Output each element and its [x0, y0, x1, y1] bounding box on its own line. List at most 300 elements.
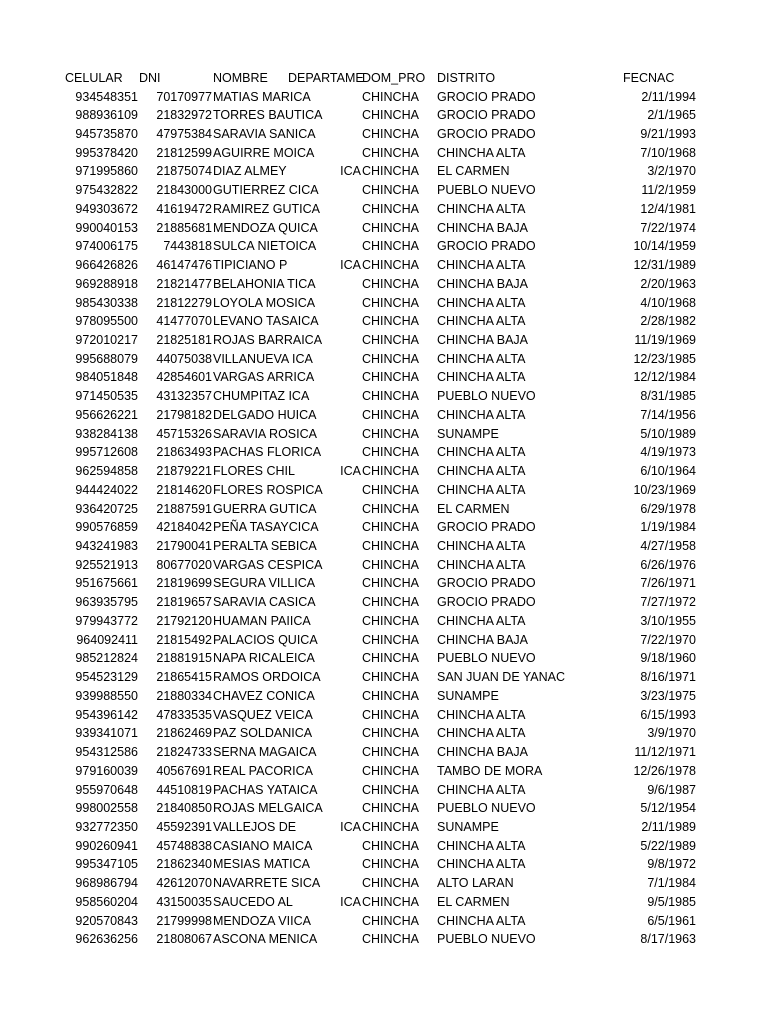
- cell-dom-pro[interactable]: CHINCHA: [362, 276, 419, 291]
- cell-distrito[interactable]: CHINCHA ALTA: [437, 258, 526, 273]
- cell-dni[interactable]: 21885681: [156, 220, 212, 235]
- cell-fecnac[interactable]: 11/2/1959: [641, 183, 696, 198]
- cell-dni[interactable]: 21792120: [156, 613, 212, 628]
- cell-dom-pro[interactable]: CHINCHA: [362, 426, 419, 441]
- cell-dom-pro[interactable]: CHINCHA: [362, 857, 419, 872]
- cell-nombre[interactable]: CHUMPITAZ ICA: [213, 389, 310, 404]
- header-departamento[interactable]: DEPARTAME: [288, 71, 364, 85]
- cell-celular[interactable]: 954396142: [75, 707, 138, 722]
- cell-distrito[interactable]: ALTO LARAN: [437, 876, 514, 891]
- cell-nombre[interactable]: MESIAS MATICA: [213, 857, 311, 872]
- cell-dom-pro[interactable]: CHINCHA: [362, 389, 419, 404]
- cell-nombre[interactable]: RAMIREZ GUTICA: [213, 201, 320, 216]
- table-row: [0, 181, 768, 200]
- cell-dni[interactable]: 21808067: [156, 932, 212, 947]
- cell-nombre[interactable]: RAMOS ORDOICA: [213, 670, 321, 685]
- cell-fecnac[interactable]: 10/14/1959: [633, 239, 696, 254]
- table-row: [0, 855, 768, 874]
- cell-dni[interactable]: 46147476: [156, 258, 212, 273]
- cell-fecnac[interactable]: 9/8/1972: [647, 857, 696, 872]
- cell-dom-pro[interactable]: CHINCHA: [362, 745, 419, 760]
- cell-nombre[interactable]: BELAHONIA TICA: [213, 276, 316, 291]
- cell-departamento[interactable]: ICA: [340, 819, 361, 834]
- cell-nombre[interactable]: NAPA RICALEICA: [213, 651, 315, 666]
- cell-celular[interactable]: 939988550: [75, 688, 138, 703]
- cell-distrito[interactable]: SUNAMPE: [437, 819, 499, 834]
- cell-dni[interactable]: 21843000: [156, 183, 212, 198]
- cell-dni[interactable]: 41477070: [156, 314, 212, 329]
- cell-fecnac[interactable]: 12/26/1978: [633, 763, 696, 778]
- cell-dni[interactable]: 80677020: [156, 557, 212, 572]
- header-distrito[interactable]: DISTRITO: [437, 71, 496, 85]
- cell-celular[interactable]: 971450535: [75, 389, 138, 404]
- cell-celular[interactable]: 990040153: [75, 220, 138, 235]
- cell-dni[interactable]: 21862340: [156, 857, 212, 872]
- cell-celular[interactable]: 955970648: [75, 782, 138, 797]
- cell-nombre[interactable]: LOYOLA MOSICA: [213, 295, 316, 310]
- cell-nombre[interactable]: ROJAS MELGAICA: [213, 801, 323, 816]
- cell-dom-pro[interactable]: CHINCHA: [362, 464, 419, 479]
- cell-distrito[interactable]: PUEBLO NUEVO: [437, 183, 536, 198]
- cell-celular[interactable]: 932772350: [75, 819, 138, 834]
- cell-nombre[interactable]: SARAVIA CASICA: [213, 595, 316, 610]
- cell-distrito[interactable]: CHINCHA ALTA: [437, 838, 526, 853]
- cell-dom-pro[interactable]: CHINCHA: [362, 632, 419, 647]
- cell-distrito[interactable]: CHINCHA ALTA: [437, 445, 526, 460]
- cell-distrito[interactable]: CHINCHA BAJA: [437, 332, 528, 347]
- cell-dom-pro[interactable]: CHINCHA: [362, 407, 419, 422]
- cell-dni[interactable]: 42854601: [156, 370, 212, 385]
- cell-celular[interactable]: 972010217: [75, 332, 138, 347]
- cell-dni[interactable]: 21824733: [156, 745, 212, 760]
- cell-distrito[interactable]: CHINCHA ALTA: [437, 201, 526, 216]
- cell-dom-pro[interactable]: CHINCHA: [362, 332, 419, 347]
- cell-nombre[interactable]: SEGURA VILLICA: [213, 576, 316, 591]
- header-nombre[interactable]: NOMBRE: [213, 71, 268, 85]
- cell-distrito[interactable]: CHINCHA BAJA: [437, 220, 528, 235]
- cell-dni[interactable]: 44510819: [156, 782, 212, 797]
- cell-fecnac[interactable]: 5/10/1989: [640, 426, 696, 441]
- cell-fecnac[interactable]: 7/22/1974: [640, 220, 696, 235]
- cell-celular[interactable]: 958560204: [75, 894, 138, 909]
- cell-dom-pro[interactable]: CHINCHA: [362, 520, 419, 535]
- cell-nombre[interactable]: MENDOZA QUICA: [213, 220, 318, 235]
- cell-celular[interactable]: 925521913: [75, 557, 138, 572]
- cell-celular[interactable]: 954312586: [75, 745, 138, 760]
- cell-fecnac[interactable]: 4/27/1958: [640, 539, 696, 554]
- cell-dom-pro[interactable]: CHINCHA: [362, 894, 419, 909]
- cell-fecnac[interactable]: 2/28/1982: [640, 314, 696, 329]
- cell-dom-pro[interactable]: CHINCHA: [362, 726, 419, 741]
- cell-nombre[interactable]: ROJAS BARRAICA: [213, 332, 323, 347]
- cell-fecnac[interactable]: 2/1/1965: [647, 108, 696, 123]
- cell-fecnac[interactable]: 2/11/1994: [641, 89, 696, 104]
- cell-celular[interactable]: 971995860: [75, 164, 138, 179]
- cell-dom-pro[interactable]: CHINCHA: [362, 688, 419, 703]
- cell-distrito[interactable]: CHINCHA ALTA: [437, 464, 526, 479]
- cell-distrito[interactable]: CHINCHA ALTA: [437, 613, 526, 628]
- cell-dom-pro[interactable]: CHINCHA: [362, 445, 419, 460]
- header-celular[interactable]: CELULAR: [65, 71, 123, 85]
- cell-celular[interactable]: 949303672: [75, 201, 138, 216]
- cell-dni[interactable]: 21863493: [156, 445, 212, 460]
- cell-dni[interactable]: 21879221: [156, 464, 212, 479]
- cell-nombre[interactable]: PAZ SOLDANICA: [213, 726, 313, 741]
- cell-dni[interactable]: 21875074: [156, 164, 212, 179]
- cell-nombre[interactable]: SAUCEDO AL: [213, 894, 293, 909]
- cell-distrito[interactable]: GROCIO PRADO: [437, 239, 536, 254]
- cell-nombre[interactable]: TIPICIANO P: [213, 258, 288, 273]
- cell-dom-pro[interactable]: CHINCHA: [362, 613, 419, 628]
- cell-celular[interactable]: 974006175: [75, 239, 138, 254]
- cell-dni[interactable]: 43150035: [156, 894, 212, 909]
- cell-nombre[interactable]: VASQUEZ VEICA: [213, 707, 313, 722]
- cell-fecnac[interactable]: 10/23/1969: [633, 482, 696, 497]
- cell-celular[interactable]: 934548351: [75, 89, 138, 104]
- cell-nombre[interactable]: ASCONA MENICA: [213, 932, 318, 947]
- cell-fecnac[interactable]: 5/12/1954: [640, 801, 696, 816]
- cell-nombre[interactable]: FLORES ROSPICA: [213, 482, 323, 497]
- cell-fecnac[interactable]: 7/27/1972: [640, 595, 696, 610]
- cell-fecnac[interactable]: 2/11/1989: [641, 819, 696, 834]
- cell-dom-pro[interactable]: CHINCHA: [362, 557, 419, 572]
- table-row: [0, 612, 768, 631]
- cell-nombre[interactable]: CASIANO MAICA: [213, 838, 313, 853]
- cell-fecnac[interactable]: 6/5/1961: [647, 913, 696, 928]
- cell-celular[interactable]: 964092411: [76, 632, 138, 647]
- cell-dni[interactable]: 40567691: [156, 763, 212, 778]
- cell-fecnac[interactable]: 8/17/1963: [640, 932, 696, 947]
- cell-fecnac[interactable]: 4/10/1968: [640, 295, 696, 310]
- cell-fecnac[interactable]: 9/18/1960: [640, 651, 696, 666]
- cell-dni[interactable]: 47975384: [156, 126, 212, 141]
- cell-dni[interactable]: 21862469: [156, 726, 212, 741]
- cell-fecnac[interactable]: 6/15/1993: [640, 707, 696, 722]
- cell-fecnac[interactable]: 7/10/1968: [640, 145, 696, 160]
- cell-nombre[interactable]: SULCA NIETOICA: [213, 239, 317, 254]
- cell-dom-pro[interactable]: CHINCHA: [362, 651, 419, 666]
- cell-distrito[interactable]: GROCIO PRADO: [437, 576, 536, 591]
- cell-dni[interactable]: 21798182: [156, 407, 212, 422]
- cell-celular[interactable]: 995378420: [75, 145, 138, 160]
- cell-departamento[interactable]: ICA: [340, 258, 361, 273]
- cell-celular[interactable]: 963935795: [75, 595, 138, 610]
- cell-dni[interactable]: 45715326: [156, 426, 212, 441]
- cell-celular[interactable]: 966426826: [75, 258, 138, 273]
- cell-nombre[interactable]: MENDOZA VIICA: [213, 913, 311, 928]
- cell-nombre[interactable]: PACHAS YATAICA: [213, 782, 318, 797]
- cell-fecnac[interactable]: 7/1/1984: [647, 876, 696, 891]
- cell-fecnac[interactable]: 3/2/1970: [647, 164, 696, 179]
- cell-dom-pro[interactable]: CHINCHA: [362, 239, 419, 254]
- cell-fecnac[interactable]: 11/12/1971: [634, 745, 696, 760]
- header-fecnac[interactable]: FECNAC: [623, 71, 675, 85]
- cell-dom-pro[interactable]: CHINCHA: [362, 576, 419, 591]
- cell-fecnac[interactable]: 1/19/1984: [640, 520, 696, 535]
- cell-celular[interactable]: 938284138: [75, 426, 138, 441]
- cell-nombre[interactable]: NAVARRETE SICA: [213, 876, 321, 891]
- cell-dom-pro[interactable]: CHINCHA: [362, 89, 419, 104]
- cell-fecnac[interactable]: 5/22/1989: [640, 838, 696, 853]
- cell-fecnac[interactable]: 8/16/1971: [640, 670, 696, 685]
- table-row: [0, 574, 768, 593]
- cell-distrito[interactable]: CHINCHA ALTA: [437, 370, 526, 385]
- cell-dom-pro[interactable]: CHINCHA: [362, 913, 419, 928]
- cell-nombre[interactable]: VARGAS CESPICA: [213, 557, 323, 572]
- cell-dom-pro[interactable]: CHINCHA: [362, 707, 419, 722]
- cell-celular[interactable]: 944424022: [75, 482, 138, 497]
- cell-dom-pro[interactable]: CHINCHA: [362, 220, 419, 235]
- cell-dni[interactable]: 21819699: [156, 576, 212, 591]
- cell-distrito[interactable]: GROCIO PRADO: [437, 108, 536, 123]
- cell-dom-pro[interactable]: CHINCHA: [362, 819, 419, 834]
- cell-fecnac[interactable]: 11/19/1969: [634, 332, 696, 347]
- cell-celular[interactable]: 945735870: [75, 126, 138, 141]
- cell-celular[interactable]: 979160039: [75, 763, 138, 778]
- cell-celular[interactable]: 990260941: [75, 838, 138, 853]
- cell-dom-pro[interactable]: CHINCHA: [362, 670, 419, 685]
- cell-celular[interactable]: 943241983: [75, 539, 138, 554]
- cell-distrito[interactable]: PUEBLO NUEVO: [437, 389, 536, 404]
- cell-dom-pro[interactable]: CHINCHA: [362, 801, 419, 816]
- cell-dni[interactable]: 21819657: [156, 595, 212, 610]
- cell-fecnac[interactable]: 7/26/1971: [640, 576, 696, 591]
- table-row: [0, 762, 768, 781]
- cell-fecnac[interactable]: 3/9/1970: [647, 726, 696, 741]
- cell-celular[interactable]: 968986794: [75, 876, 138, 891]
- cell-dom-pro[interactable]: CHINCHA: [362, 595, 419, 610]
- cell-dom-pro[interactable]: CHINCHA: [362, 876, 419, 891]
- cell-distrito[interactable]: CHINCHA BAJA: [437, 276, 528, 291]
- cell-dom-pro[interactable]: CHINCHA: [362, 482, 419, 497]
- cell-dni[interactable]: 21790041: [156, 539, 212, 554]
- table-row: [0, 912, 768, 931]
- cell-fecnac[interactable]: 6/29/1978: [640, 501, 696, 516]
- cell-dni[interactable]: 47833535: [156, 707, 212, 722]
- cell-nombre[interactable]: FLORES CHIL: [213, 464, 295, 479]
- cell-dni[interactable]: 21840850: [156, 801, 212, 816]
- cell-nombre[interactable]: PACHAS FLORICA: [213, 445, 322, 460]
- cell-celular[interactable]: 936420725: [75, 501, 138, 516]
- cell-distrito[interactable]: GROCIO PRADO: [437, 520, 536, 535]
- cell-nombre[interactable]: VARGAS ARRICA: [213, 370, 315, 385]
- cell-celular[interactable]: 984051848: [75, 370, 138, 385]
- cell-celular[interactable]: 979943772: [75, 613, 138, 628]
- cell-fecnac[interactable]: 2/20/1963: [640, 276, 696, 291]
- cell-departamento[interactable]: ICA: [340, 464, 361, 479]
- cell-dni[interactable]: 21880334: [156, 688, 212, 703]
- cell-dom-pro[interactable]: CHINCHA: [362, 351, 419, 366]
- cell-fecnac[interactable]: 7/14/1956: [640, 407, 696, 422]
- cell-dom-pro[interactable]: CHINCHA: [362, 145, 419, 160]
- cell-celular[interactable]: 962594858: [75, 464, 138, 479]
- cell-distrito[interactable]: GROCIO PRADO: [437, 89, 536, 104]
- cell-nombre[interactable]: VALLEJOS DE: [213, 819, 297, 834]
- cell-dni[interactable]: 7443818: [163, 239, 212, 254]
- table-row: [0, 443, 768, 462]
- cell-fecnac[interactable]: 8/31/1985: [640, 389, 696, 404]
- cell-distrito[interactable]: CHINCHA ALTA: [437, 913, 526, 928]
- cell-nombre[interactable]: VILLANUEVA ICA: [213, 351, 313, 366]
- table-row: [0, 556, 768, 575]
- cell-nombre[interactable]: GUTIERREZ CICA: [213, 183, 319, 198]
- cell-distrito[interactable]: CHINCHA BAJA: [437, 745, 528, 760]
- cell-dom-pro[interactable]: CHINCHA: [362, 258, 419, 273]
- cell-distrito[interactable]: EL CARMEN: [437, 164, 510, 179]
- cell-fecnac[interactable]: 6/10/1964: [640, 464, 696, 479]
- header-dom-pro[interactable]: DOM_PRO: [362, 71, 426, 85]
- cell-celular[interactable]: 920570843: [75, 913, 138, 928]
- cell-nombre[interactable]: GUERRA GUTICA: [213, 501, 317, 516]
- cell-nombre[interactable]: PERALTA SEBICA: [213, 539, 317, 554]
- cell-nombre[interactable]: TORRES BAUTICA: [213, 108, 323, 123]
- cell-celular[interactable]: 985212824: [75, 651, 138, 666]
- cell-dni[interactable]: 21832972: [156, 108, 212, 123]
- cell-distrito[interactable]: CHINCHA ALTA: [437, 295, 526, 310]
- header-dni[interactable]: DNI: [139, 71, 161, 85]
- cell-nombre[interactable]: DELGADO HUICA: [213, 407, 317, 422]
- cell-nombre[interactable]: HUAMAN PAIICA: [213, 613, 311, 628]
- table-row: [0, 350, 768, 369]
- cell-celular[interactable]: 956626221: [75, 407, 138, 422]
- cell-dom-pro[interactable]: CHINCHA: [362, 370, 419, 385]
- cell-distrito[interactable]: GROCIO PRADO: [437, 595, 536, 610]
- cell-celular[interactable]: 995712608: [75, 445, 138, 460]
- cell-dni[interactable]: 45748838: [156, 838, 212, 853]
- cell-celular[interactable]: 995688079: [75, 351, 138, 366]
- cell-dom-pro[interactable]: CHINCHA: [362, 126, 419, 141]
- table-row: [0, 649, 768, 668]
- cell-celular[interactable]: 978095500: [75, 314, 138, 329]
- cell-fecnac[interactable]: 12/12/1984: [633, 370, 696, 385]
- cell-distrito[interactable]: SUNAMPE: [437, 426, 499, 441]
- cell-distrito[interactable]: CHINCHA ALTA: [437, 782, 526, 797]
- cell-dni[interactable]: 21799998: [156, 913, 212, 928]
- cell-dni[interactable]: 21812599: [156, 145, 212, 160]
- cell-distrito[interactable]: CHINCHA ALTA: [437, 145, 526, 160]
- cell-nombre[interactable]: AGUIRRE MOICA: [213, 145, 315, 160]
- cell-nombre[interactable]: PEÑA TASAYCICA: [213, 520, 319, 535]
- cell-nombre[interactable]: LEVANO TASAICA: [213, 314, 319, 329]
- cell-nombre[interactable]: CHAVEZ CONICA: [213, 688, 315, 703]
- cell-dom-pro[interactable]: CHINCHA: [362, 539, 419, 554]
- cell-dni[interactable]: 21865415: [156, 670, 212, 685]
- cell-fecnac[interactable]: 12/23/1985: [633, 351, 696, 366]
- cell-celular[interactable]: 939341071: [75, 726, 138, 741]
- cell-dom-pro[interactable]: CHINCHA: [362, 295, 419, 310]
- cell-dni[interactable]: 44075038: [156, 351, 212, 366]
- cell-dni[interactable]: 42612070: [156, 876, 212, 891]
- cell-dni[interactable]: 21814620: [156, 482, 212, 497]
- table-row: [0, 593, 768, 612]
- cell-dom-pro[interactable]: CHINCHA: [362, 501, 419, 516]
- cell-distrito[interactable]: PUEBLO NUEVO: [437, 801, 536, 816]
- cell-dom-pro[interactable]: CHINCHA: [362, 782, 419, 797]
- cell-dni[interactable]: 70170977: [156, 89, 212, 104]
- cell-celular[interactable]: 975432822: [75, 183, 138, 198]
- cell-fecnac[interactable]: 9/5/1985: [647, 894, 696, 909]
- cell-dni[interactable]: 41619472: [156, 201, 212, 216]
- cell-fecnac[interactable]: 9/21/1993: [640, 126, 696, 141]
- cell-distrito[interactable]: CHINCHA ALTA: [437, 557, 526, 572]
- cell-dni[interactable]: 43132357: [156, 389, 212, 404]
- cell-dom-pro[interactable]: CHINCHA: [362, 763, 419, 778]
- cell-celular[interactable]: 951675661: [75, 576, 138, 591]
- cell-dni[interactable]: 21887591: [156, 501, 212, 516]
- cell-dom-pro[interactable]: CHINCHA: [362, 932, 419, 947]
- cell-distrito[interactable]: CHINCHA ALTA: [437, 726, 526, 741]
- cell-distrito[interactable]: CHINCHA ALTA: [437, 857, 526, 872]
- cell-departamento[interactable]: ICA: [340, 164, 361, 179]
- cell-nombre[interactable]: REAL PACORICA: [213, 763, 314, 778]
- cell-distrito[interactable]: CHINCHA ALTA: [437, 314, 526, 329]
- cell-dom-pro[interactable]: CHINCHA: [362, 838, 419, 853]
- cell-distrito[interactable]: PUEBLO NUEVO: [437, 932, 536, 947]
- cell-celular[interactable]: 990576859: [75, 520, 138, 535]
- cell-dni[interactable]: 45592391: [156, 819, 212, 834]
- cell-celular[interactable]: 954523129: [75, 670, 138, 685]
- cell-distrito[interactable]: SUNAMPE: [437, 688, 499, 703]
- cell-distrito[interactable]: EL CARMEN: [437, 501, 510, 516]
- cell-fecnac[interactable]: 12/4/1981: [640, 201, 696, 216]
- cell-dni[interactable]: 21815492: [156, 632, 212, 647]
- cell-dni[interactable]: 42184042: [156, 520, 212, 535]
- cell-nombre[interactable]: SERNA MAGAICA: [213, 745, 317, 760]
- cell-fecnac[interactable]: 4/19/1973: [640, 445, 696, 460]
- cell-distrito[interactable]: CHINCHA ALTA: [437, 482, 526, 497]
- cell-fecnac[interactable]: 7/22/1970: [640, 632, 696, 647]
- cell-fecnac[interactable]: 3/23/1975: [640, 688, 696, 703]
- cell-dni[interactable]: 21821477: [156, 276, 212, 291]
- cell-dom-pro[interactable]: CHINCHA: [362, 164, 419, 179]
- cell-distrito[interactable]: GROCIO PRADO: [437, 126, 536, 141]
- cell-distrito[interactable]: EL CARMEN: [437, 894, 510, 909]
- cell-celular[interactable]: 962636256: [75, 932, 138, 947]
- cell-nombre[interactable]: MATIAS MARICA: [213, 89, 311, 104]
- cell-celular[interactable]: 998002558: [75, 801, 138, 816]
- cell-fecnac[interactable]: 6/26/1976: [640, 557, 696, 572]
- cell-distrito[interactable]: CHINCHA BAJA: [437, 632, 528, 647]
- cell-dom-pro[interactable]: CHINCHA: [362, 108, 419, 123]
- cell-fecnac[interactable]: 12/31/1989: [633, 258, 696, 273]
- cell-distrito[interactable]: CHINCHA ALTA: [437, 351, 526, 366]
- cell-distrito[interactable]: TAMBO DE MORA: [437, 763, 543, 778]
- cell-departamento[interactable]: ICA: [340, 894, 361, 909]
- cell-dom-pro[interactable]: CHINCHA: [362, 314, 419, 329]
- cell-dni[interactable]: 21812279: [156, 295, 212, 310]
- cell-celular[interactable]: 995347105: [75, 857, 138, 872]
- cell-dni[interactable]: 21825181: [156, 332, 212, 347]
- cell-distrito[interactable]: CHINCHA ALTA: [437, 707, 526, 722]
- table-row: [0, 837, 768, 856]
- cell-celular[interactable]: 985430338: [75, 295, 138, 310]
- cell-nombre[interactable]: PALACIOS QUICA: [213, 632, 318, 647]
- cell-distrito[interactable]: SAN JUAN DE YANAC: [437, 670, 566, 685]
- cell-distrito[interactable]: CHINCHA ALTA: [437, 407, 526, 422]
- cell-dni[interactable]: 21881915: [156, 651, 212, 666]
- cell-celular[interactable]: 969288918: [75, 276, 138, 291]
- cell-distrito[interactable]: CHINCHA ALTA: [437, 539, 526, 554]
- cell-celular[interactable]: 988936109: [75, 108, 138, 123]
- cell-distrito[interactable]: PUEBLO NUEVO: [437, 651, 536, 666]
- cell-dom-pro[interactable]: CHINCHA: [362, 201, 419, 216]
- cell-dom-pro[interactable]: CHINCHA: [362, 183, 419, 198]
- cell-fecnac[interactable]: 3/10/1955: [640, 613, 696, 628]
- cell-nombre[interactable]: SARAVIA ROSICA: [213, 426, 317, 441]
- cell-nombre[interactable]: DIAZ ALMEY: [213, 164, 287, 179]
- cell-fecnac[interactable]: 9/6/1987: [647, 782, 696, 797]
- cell-nombre[interactable]: SARAVIA SANICA: [213, 126, 316, 141]
